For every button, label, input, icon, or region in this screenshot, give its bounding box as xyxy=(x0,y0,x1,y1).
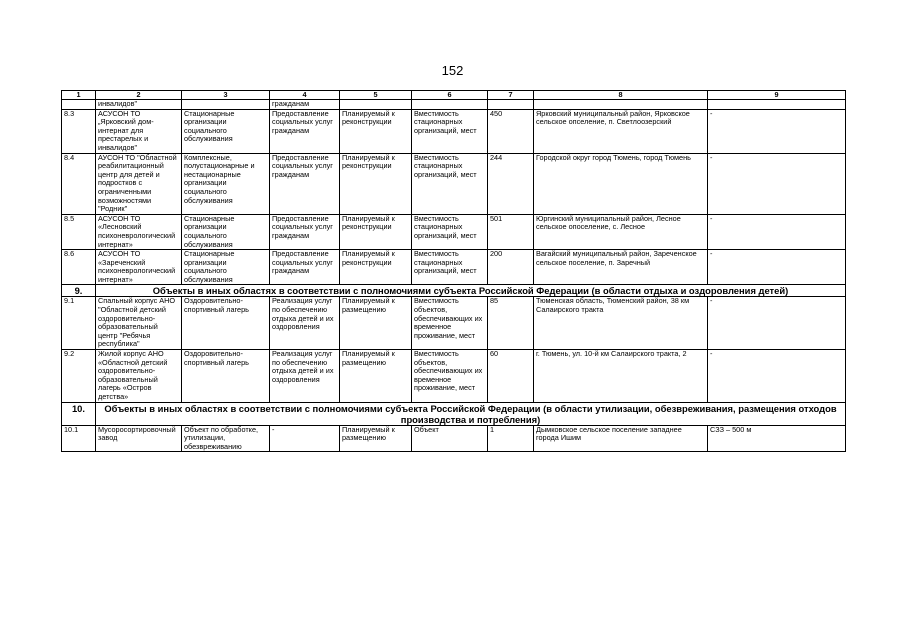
object-value: 501 xyxy=(488,214,534,249)
object-parameter: Вместимость объектов, обеспечивающих их временное проживание, мест xyxy=(412,297,488,350)
object-type: Комплексные, полустационарные и нестационарные организации социального обслуживания xyxy=(182,153,270,214)
header-cell: 5 xyxy=(340,91,412,100)
object-status: Планируемый к размещению xyxy=(340,425,412,452)
object-purpose: Предоставление социальных услуг гражданам xyxy=(270,109,340,153)
object-type: Оздоровительно-спортивный лагерь xyxy=(182,350,270,403)
header-cell: 8 xyxy=(534,91,708,100)
cell: гражданам xyxy=(270,100,340,110)
section-number: 10. xyxy=(62,402,96,425)
header-cell: 7 xyxy=(488,91,534,100)
object-value: 60 xyxy=(488,350,534,403)
object-status: Планируемый к размещению xyxy=(340,297,412,350)
object-value: 1 xyxy=(488,425,534,452)
object-location: Тюменская область, Тюменский район, 38 км Салаирского тракта xyxy=(534,297,708,350)
object-location: Ярковский муниципальный район, Ярковское сельское опселение, п. Светлоозерский xyxy=(534,109,708,153)
objects-table xyxy=(61,90,846,452)
object-name: Спальный корпус АНО "Областной детский оздоровительно-образовательный центр "Ребячья республика" xyxy=(96,297,182,350)
object-name: Мусоросортировочный завод xyxy=(96,425,182,452)
object-purpose: - xyxy=(270,425,340,452)
object-status: Планируемый к реконструкции xyxy=(340,250,412,285)
section-title: Объекты в иных областях в соответствии с полномочиями субъекта Российской Федерации (в области отдыха и оздоровления детей) xyxy=(96,285,846,297)
object-value: 450 xyxy=(488,109,534,153)
cell xyxy=(412,100,488,110)
header-cell: 2 xyxy=(96,91,182,100)
table-row xyxy=(62,350,846,403)
object-type: Стационарные организации социального обслуживания xyxy=(182,109,270,153)
object-zone: - xyxy=(708,214,846,249)
row-number: 8.3 xyxy=(62,109,96,153)
header-row xyxy=(62,91,846,100)
object-parameter: Вместимость стационарных организаций, мест xyxy=(412,109,488,153)
cell xyxy=(340,100,412,110)
section-title: Объекты в иных областях в соответствии с полномочиями субъекта Российской Федерации (в области утилизации, обезвреживания, размещения отходов производства и потребления) xyxy=(96,402,846,425)
object-location: г. Тюмень, ул. 10-й км Салаирского тракта, 2 xyxy=(534,350,708,403)
object-status: Планируемый к реконструкции xyxy=(340,214,412,249)
object-zone: - xyxy=(708,297,846,350)
row-number: 8.4 xyxy=(62,153,96,214)
row-number: 10.1 xyxy=(62,425,96,452)
page-number: 152 xyxy=(441,63,464,78)
object-status: Планируемый к размещению xyxy=(340,350,412,403)
object-status: Планируемый к реконструкции xyxy=(340,153,412,214)
object-location: Дымковское сельское поселение западнее города Ишим xyxy=(534,425,708,452)
row-number: 9.2 xyxy=(62,350,96,403)
table-row xyxy=(62,214,846,249)
object-location: Вагайский муниципальный район, Зареченское сельское поселение, п. Заречный xyxy=(534,250,708,285)
header-cell: 9 xyxy=(708,91,846,100)
object-zone: - xyxy=(708,250,846,285)
row-number: 8.5 xyxy=(62,214,96,249)
object-type: Стационарные организации социального обслуживания xyxy=(182,250,270,285)
table-row xyxy=(62,153,846,214)
object-status: Планируемый к реконструкции xyxy=(340,109,412,153)
header-cell: 4 xyxy=(270,91,340,100)
object-parameter: Объект xyxy=(412,425,488,452)
object-name: Жилой корпус АНО «Областной детский оздоровительно-образовательный лагерь «Остров детства» xyxy=(96,350,182,403)
object-type: Оздоровительно-спортивный лагерь xyxy=(182,297,270,350)
table-row xyxy=(62,109,846,153)
row-number: 9.1 xyxy=(62,297,96,350)
object-zone: - xyxy=(708,350,846,403)
object-name: АСУСОН ТО „Ярковский дом-интернат для престарелых и инвалидов" xyxy=(96,109,182,153)
object-value: 200 xyxy=(488,250,534,285)
section-row xyxy=(62,402,846,425)
object-parameter: Вместимость стационарных организаций, мест xyxy=(412,214,488,249)
object-parameter: Вместимость стационарных организаций, мест xyxy=(412,250,488,285)
continuation-row xyxy=(62,100,846,110)
object-purpose: Реализация услуг по обеспечению отдыха детей и их оздоровления xyxy=(270,297,340,350)
cell xyxy=(534,100,708,110)
cell xyxy=(488,100,534,110)
table-row xyxy=(62,297,846,350)
object-location: Городской округ город Тюмень, город Тюмень xyxy=(534,153,708,214)
section-row xyxy=(62,285,846,297)
table-row xyxy=(62,250,846,285)
object-value: 85 xyxy=(488,297,534,350)
object-zone: - xyxy=(708,153,846,214)
object-type: Объект по обработке, утилизации, обезвреживанию xyxy=(182,425,270,452)
object-location: Юргинский муниципальный район, Лесное сельское опоселение, с. Лесное xyxy=(534,214,708,249)
object-zone: СЗЗ – 500 м xyxy=(708,425,846,452)
header-cell: 3 xyxy=(182,91,270,100)
object-name: АСУСОН ТО «Зареченский психоневрологический интернат» xyxy=(96,250,182,285)
row-number: 8.6 xyxy=(62,250,96,285)
cell: инвалидов" xyxy=(96,100,182,110)
cell xyxy=(62,100,96,110)
object-parameter: Вместимость объектов, обеспечивающих их временное проживание, мест xyxy=(412,350,488,403)
table-row xyxy=(62,425,846,452)
object-value: 244 xyxy=(488,153,534,214)
cell xyxy=(708,100,846,110)
object-parameter: Вместимость стационарных организаций, мест xyxy=(412,153,488,214)
object-purpose: Предоставление социальных услуг гражданам xyxy=(270,250,340,285)
object-name: АУСОН ТО "Областной реабилитационный центр для детей и подростков с ограниченными возможностями "Родник" xyxy=(96,153,182,214)
object-purpose: Предоставление социальных услуг гражданам xyxy=(270,214,340,249)
object-purpose: Реализация услуг по обеспечению отдыха детей и их оздоровления xyxy=(270,350,340,403)
object-purpose: Предоставление социальных услуг гражданам xyxy=(270,153,340,214)
object-name: АСУСОН ТО «Лесновский психоневрологический интернат» xyxy=(96,214,182,249)
header-cell: 6 xyxy=(412,91,488,100)
object-type: Стационарные организации социального обслуживания xyxy=(182,214,270,249)
cell xyxy=(182,100,270,110)
object-zone: - xyxy=(708,109,846,153)
header-cell: 1 xyxy=(62,91,96,100)
section-number: 9. xyxy=(62,285,96,297)
